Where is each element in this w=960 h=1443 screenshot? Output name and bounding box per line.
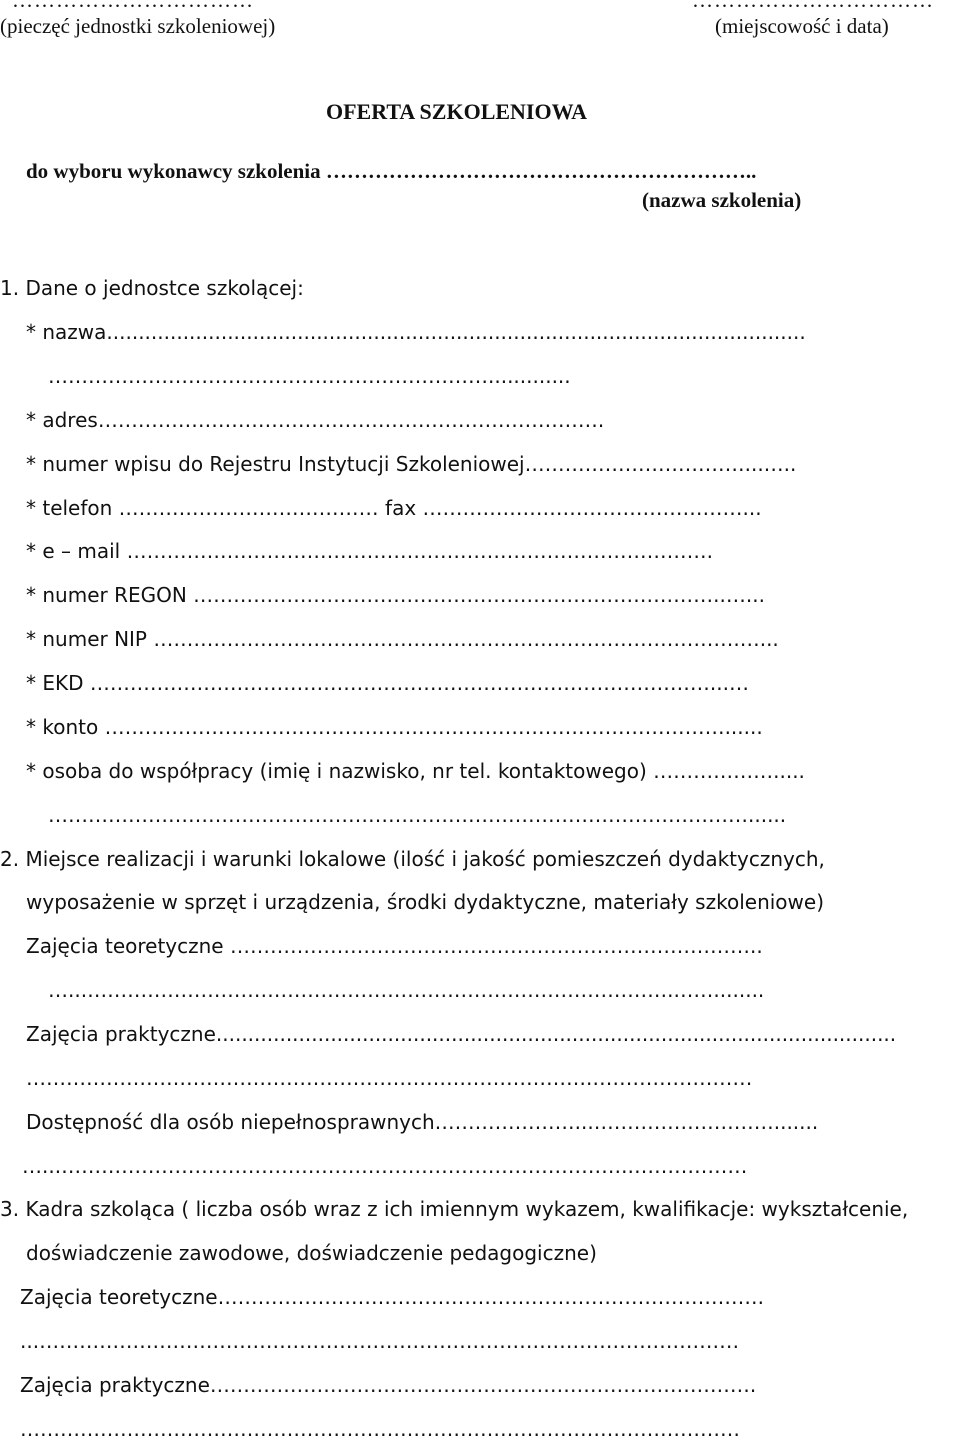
section-2-heading-line-2: wyposażenie w sprzęt i urządzenia, środki dydaktyczne, materiały szkoleniowe) — [26, 890, 824, 914]
field-osoba-kontaktowa: * osoba do współpracy (imię i nazwisko, nr tel. kontaktowego) ………………..... — [26, 759, 805, 783]
field-osoba-continued: ……………………………………………………………………………………………...... — [48, 803, 787, 827]
section-3-theory-continued: ...…………………………………………………………………………………………… — [20, 1329, 740, 1353]
field-adres: * adres…………………………………………………………………. — [26, 408, 605, 432]
stamp-label: (pieczęć jednostki szkoleniowej) — [0, 14, 276, 38]
field-email: * e – mail ……………………………………………………………………………. — [26, 539, 713, 563]
section-2-theory: Zajęcia teoretyczne …………………………………………………………………….. — [26, 934, 763, 958]
section-2-accessibility-continued: …...………………………………………………………………………….……………… — [22, 1154, 748, 1178]
field-nazwa-continued: …………………………………………………………............. — [48, 364, 571, 388]
field-konto: * konto …………………………………………………………………………………...... — [26, 715, 763, 739]
section-3-heading-line-1: 3. Kadra szkoląca ( liczba osób wraz z ich imiennym wykazem, kwalifikacje: wykształcenie, — [0, 1197, 909, 1221]
section-3-practice-continued: ……………………………………………………………………………………………… — [20, 1417, 740, 1441]
field-regon: * numer REGON ……………………………………………………………………..…... — [26, 583, 765, 607]
training-name-label: (nazwa szkolenia) — [642, 188, 802, 212]
stamp-dots: …………………………… — [12, 0, 254, 12]
section-2-theory-continued: …...…………………………………………………………………………….……........ — [48, 978, 765, 1002]
field-telefon-fax: * telefon ………………………………… fax …………………………………………... — [26, 496, 762, 520]
place-date-dots: …………………………… — [692, 0, 934, 12]
field-nazwa: * nazwa.............................................................................................................. — [26, 320, 806, 344]
training-name-line: do wyboru wykonawcy szkolenia …………………………………………………….. — [26, 159, 757, 183]
section-2-accessibility: Dostępność dla osób niepełnosprawnych…………………...………………………....... — [26, 1110, 819, 1134]
field-nip: * numer NIP …………………………………………………………………………….…... — [26, 627, 779, 651]
section-2-practice: Zajęcia praktyczne........................................................................................................... — [26, 1022, 897, 1046]
field-rejestr: * numer wpisu do Rejestru Instytucji Szkoleniowej……………………………...….. — [26, 452, 797, 476]
document-title: OFERTA SZKOLENIOWA — [326, 99, 588, 124]
section-2-heading-line-1: 2. Miejsce realizacji i warunki lokalowe (ilość i jakość pomieszczeń dydaktycznych, — [0, 847, 825, 871]
section-1-heading: 1. Dane o jednostce szkolącej: — [0, 276, 304, 300]
section-2-practice-continued: ………………………………………………………………………….…………………… — [26, 1066, 753, 1090]
field-ekd: * EKD …………………………………………………………………………………...… — [26, 671, 749, 695]
section-3-theory: Zajęcia teoretyczne………………………………………………………………………. — [20, 1285, 764, 1309]
section-3-heading-line-2: doświadczenie zawodowe, doświadczenie pedagogiczne) — [26, 1241, 597, 1265]
section-3-practice: Zajęcia praktyczne………………………………………………………………………. — [20, 1373, 757, 1397]
place-date-label: (miejscowość i data) — [715, 14, 889, 38]
